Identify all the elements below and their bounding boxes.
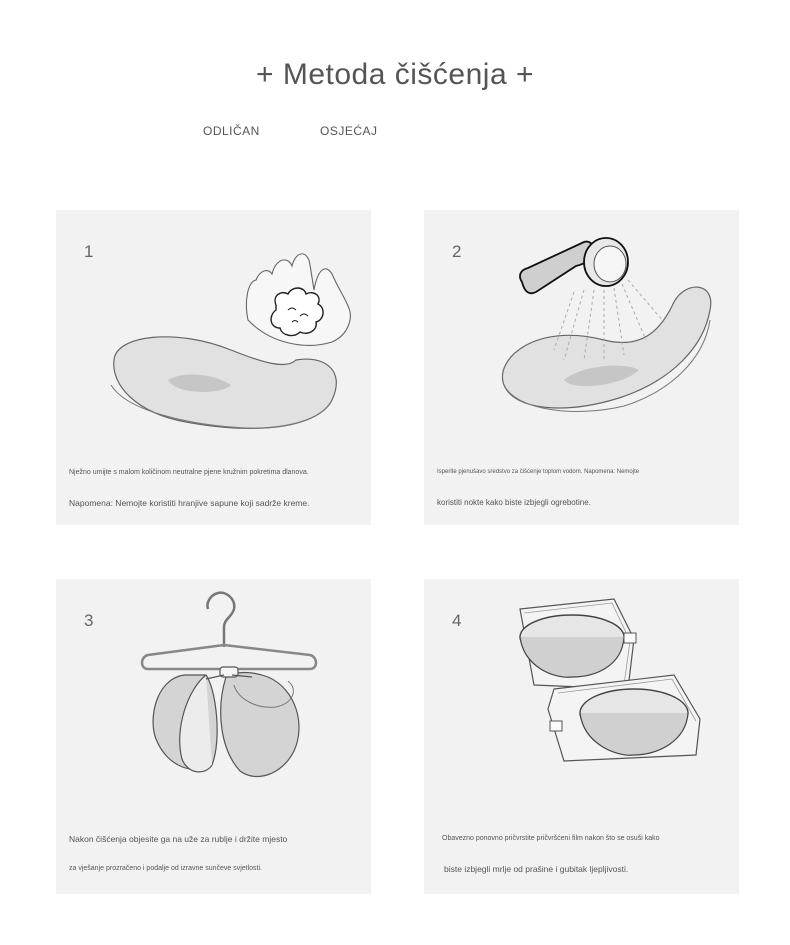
step-card-3: [56, 579, 371, 894]
hand-foam-cup-illustration: [56, 210, 371, 525]
step-text-line2: za vješanje prozračeno i podalje od izravne sunčeve svjetlosti.: [69, 865, 262, 872]
step-text-line1: Nakon čišćenja objesite ga na uže za rublje i držite mjesto: [69, 834, 288, 844]
step-text-line2: koristiti nokte kako biste izbjegli ogrebotine.: [437, 498, 591, 507]
step-card-1: [56, 210, 371, 525]
step-text-line2: biste izbjegli mrlje od prašine i gubitak ljepljivosti.: [444, 864, 629, 874]
nav-label-odlican: ODLIČAN: [203, 124, 260, 138]
protective-film-illustration: [424, 579, 739, 894]
step-number: 3: [84, 611, 94, 630]
step-card-2: [424, 210, 739, 525]
step-number: 1: [84, 242, 94, 261]
step-number: 4: [452, 611, 462, 630]
step-text-line1: Nježno umijte s malom količinom neutralne pjene kružnim pokretima dlanova.: [69, 469, 309, 476]
step-number: 2: [452, 242, 462, 261]
hanger-drying-illustration: [56, 579, 371, 894]
step-text-line1: Obavezno ponovno pričvrstite pričvršćeni film nakon što se osuši kako: [442, 835, 660, 842]
nav-label-osjecaj: OSJEĆAJ: [320, 124, 378, 138]
step-text-line1: Isperite pjenušavo sredstvo za čišćenje toplom vodom. Napomena: Nemojte: [437, 469, 640, 475]
step-card-4: [424, 579, 739, 894]
step-text-line2: Napomena: Nemojte koristiti hranjive sapune koji sadrže kreme.: [69, 498, 310, 508]
shower-rinse-illustration: [424, 210, 739, 525]
page-title: + Metoda čišćenja +: [256, 58, 534, 91]
